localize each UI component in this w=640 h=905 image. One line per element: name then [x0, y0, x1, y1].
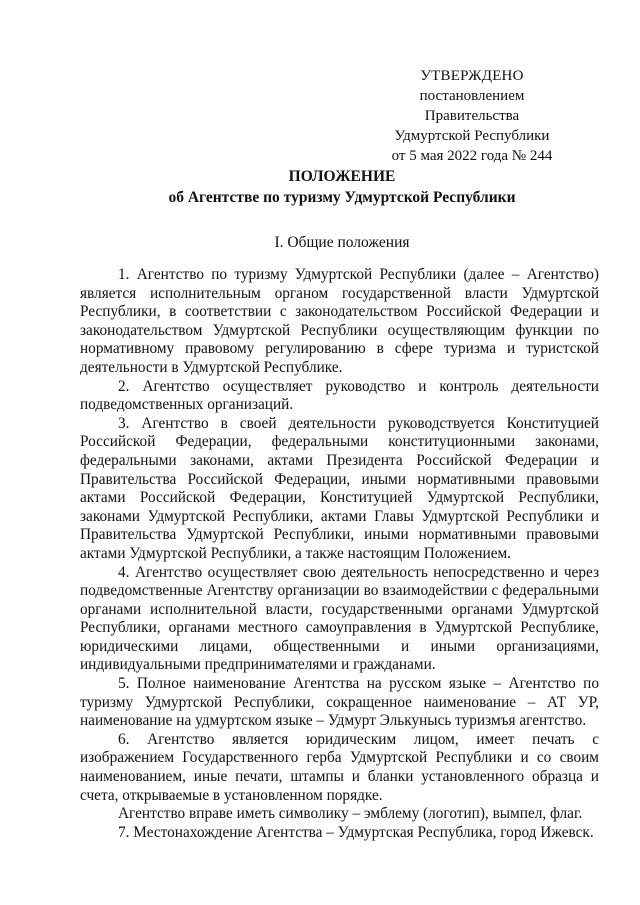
approval-line-2: Удмуртской Республики	[394, 128, 550, 144]
section-title: I. Общие положения	[274, 234, 410, 251]
paragraph-7: 7. Местонахождение Агентства – Удмуртская Республика, город Ижевск.	[118, 823, 594, 841]
approval-stamp	[372, 66, 572, 166]
approval-line-3: от 5 мая 2022 года № 244	[391, 148, 553, 164]
paragraph-4: 4. Агентство осуществляет свою деятельность непосредственно и через подведомственные Агентству организации во взаимодействии с федеральными органами исполнительной власти, государственными органами Удмуртской Республики, органами местного самоуправления в Удмуртской Республике, юридическими лицами, общественными и иными организациями, индивидуальными предпринимателями и гражданами.	[80, 563, 599, 674]
approval-line-1: постановлением Правительства	[419, 88, 525, 124]
approval-title: УТВЕРЖДЕНО	[420, 68, 524, 84]
document-title-line-1: ПОЛОЖЕНИЕ	[288, 168, 396, 185]
document-title-line-2: об Агентстве по туризму Удмуртской Республики	[168, 189, 516, 206]
paragraph-2: 2. Агентство осуществляет руководство и контроль деятельности подведомственных организаций.	[80, 377, 599, 414]
paragraph-1: 1. Агентство по туризму Удмуртской Республики (далее – Агентство) является исполнительным органом государственной власти Удмуртской Республики, в соответствии с законодательством Российской Федерации и законодательством Удмуртской Республики осуществляющим функции по нормативному правовому регулированию в сфере туризма и туристской деятельности в Удмуртской Республике.	[80, 266, 599, 376]
document-body	[80, 266, 599, 842]
paragraph-3: 3. Агентство в своей деятельности руководствуется Конституцией Российской Федерации, федеральными конституционными законами, федеральными законами, актами Президента Российской Федерации и Правительства Российской Федерации, иными нормативными правовыми актами Российской Федерации, Конституцией Удмуртской Республики, законами Удмуртской Республики, актами Главы Удмуртской Республики и Правительства Удмуртской Республики, иными нормативными правовыми актами Удмуртской Республики, а также настоящим Положением.	[80, 414, 599, 562]
paragraph-6: 6. Агентство является юридическим лицом, имеет печать с изображением Государственного герба Удмуртской Республики и со своим наименованием, иные печати, штампы и бланки установленного образца и счета, открываемые в установленном порядке.	[80, 730, 599, 804]
document-title	[82, 166, 602, 208]
paragraph-6-continued: Агентство вправе иметь символику – эмблему (логотип), вымпел, флаг.	[118, 805, 583, 823]
paragraph-5: 5. Полное наименование Агентства на русском языке – Агентство по туризму Удмуртской Республики, сокращенное наименование – АТ УР, наименование на удмуртском языке – Удмурт Элькунысь туризмъя агентство.	[80, 675, 599, 730]
